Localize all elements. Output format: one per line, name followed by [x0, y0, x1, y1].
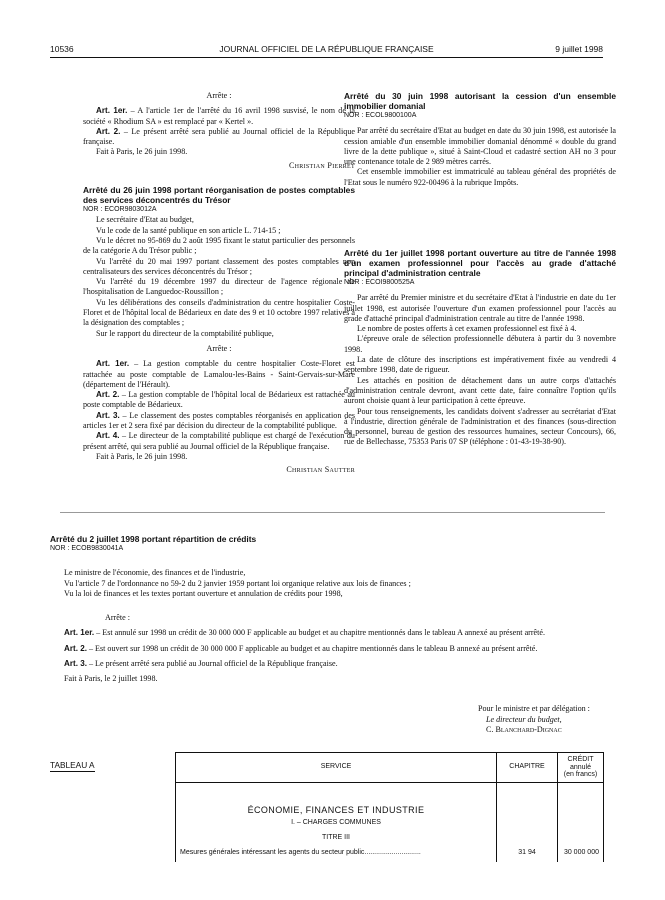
- paragraph: Vu le code de la santé publique en son article L. 714-15 ;: [96, 225, 281, 235]
- paragraph: La date de clôture des inscriptions est impérativement fixée au vendredi 4 septembre 1998, date de rigueur.: [344, 355, 616, 375]
- article: Art. 4. – Le directeur de la comptabilité publique est chargé de l'exécution du présent arrêté, qui sera publié au Journal officiel de la République française.: [83, 431, 355, 451]
- decree-title: Arrêté du 26 juin 1998 portant réorganisation de postes comptables des services déconcentrés du Trésor: [83, 185, 355, 206]
- page-number: 10536: [50, 44, 74, 54]
- section-rule: [60, 512, 605, 513]
- column-header-credit: CRÉDIT annulé (en francs): [558, 753, 604, 783]
- paragraph: Le secrétaire d'Etat au budget,: [96, 215, 194, 225]
- paragraph: Pour tous renseignements, les candidats doivent s'adresser au secrétariat d'Etat à l'industrie, direction générale de l'administration et des finances (sous-direction du personnel, bureau de gestion des ressources humaines, secteur Concours), 66, rue de Bellechasse, 75353 Paris 07 SP (téléphone : 01-43-19-38-90).: [344, 406, 616, 447]
- nor-reference: NOR : ECOI9800525A: [344, 279, 415, 286]
- fait-a-paris: Fait à Paris, le 26 juin 1998.: [96, 147, 188, 157]
- row-label: Mesures générales intéressant les agents du secteur public: [180, 848, 365, 856]
- table-label: TABLEAU A: [50, 760, 95, 772]
- issue-date: 9 juillet 1998: [555, 44, 603, 54]
- paragraph: Vu la loi de finances et les textes portant ouverture et annulation de crédits pour 1998,: [64, 588, 343, 598]
- signature-block: [478, 704, 638, 736]
- paragraph: Vu le décret no 95-869 du 2 août 1995 fixant le statut particulier des personnels de la catégorie A du Trésor public ;: [83, 235, 355, 256]
- article: Art. 2. – La gestion comptable de l'hôpital local de Bédarieux est rattachée au poste comptable de Bédarieux.: [83, 390, 355, 410]
- nor-reference: NOR : ECOL9800100A: [344, 112, 417, 119]
- ministry-name: ÉCONOMIE, FINANCES ET INDUSTRIE: [247, 805, 425, 815]
- right-column: [344, 91, 616, 188]
- table-row: [180, 848, 492, 858]
- section-name: I. – CHARGES COMMUNES: [291, 819, 381, 827]
- article: Art. 2. – Est ouvert sur 1998 un crédit de 30 000 000 F applicable au budget et au chapitre mentionnés dans le tableau B annexé au présent arrêté.: [64, 643, 538, 653]
- titre-name: TITRE III: [322, 833, 350, 841]
- credits-table: [175, 752, 604, 862]
- chapter-cell: 31 94: [497, 783, 558, 863]
- paragraph: Le ministre de l'économie, des finances et de l'industrie,: [64, 568, 246, 578]
- article: Art. 1er. – A l'article 1er de l'arrêté du 16 avril 1998 susvisé, le nom de la société « Rhodium SA » est remplacé par « Kertel ».: [83, 106, 355, 126]
- article: Art. 1er. – Est annulé sur 1998 un crédit de 30 000 000 F applicable au budget et au chapitre mentionnés dans le tableau A annexé au présent arrêté.: [64, 628, 546, 638]
- paragraph: Cet ensemble immobilier est immatriculé au tableau général des propriétés de l'Etat sous le numéro 922-00496 à la rubrique Impôts.: [344, 167, 616, 187]
- article: Art. 2. – Le présent arrêté sera publié au Journal officiel de la République française.: [83, 126, 355, 147]
- article: Art. 1er. – La gestion comptable du centre hospitalier Coste-Floret est rattachée au poste comptable de Lamalou-les-Bains - Saint-Gervais-sur-Mare (département de l'Hérault).: [83, 359, 355, 389]
- leader-dots: .............................: [364, 848, 421, 856]
- nor-reference: NOR : ECOR9803012A: [83, 206, 157, 214]
- paragraph: Vu l'arrêté du 19 décembre 1997 du directeur de l'agence régionale de l'hospitalisation de Languedoc-Roussillon ;: [83, 277, 355, 297]
- signature: Christian Sautter: [286, 465, 355, 475]
- article: Art. 3. – Le classement des postes comptables réorganisés en application des articles 1er et 2 sera fixé par décision du directeur de la comptabilité publique.: [83, 410, 355, 431]
- right-column-lower: [344, 248, 616, 448]
- arrete-label: Arrête :: [206, 343, 232, 353]
- decree-title: Arrêté du 2 juillet 1998 portant répartition de crédits: [50, 534, 257, 544]
- signature-line: Pour le ministre et par délégation :: [478, 704, 590, 713]
- paragraph: Sur le rapport du directeur de la comptabilité publique,: [96, 328, 274, 338]
- header-rule: [50, 57, 603, 58]
- paragraph: Le nombre de postes offerts à cet examen professionnel est fixé à 4.: [357, 324, 577, 334]
- page-header: [50, 44, 603, 56]
- article: Art. 3. – Le présent arrêté sera publié au Journal officiel de la République française.: [64, 659, 338, 669]
- fait-a-paris: Fait à Paris, le 26 juin 1998.: [96, 451, 188, 461]
- full-width-decree: [50, 534, 603, 685]
- column-header-service: SERVICE: [176, 753, 497, 783]
- arrete-label: Arrête :: [105, 613, 130, 623]
- service-cell: [176, 783, 497, 863]
- table-body-row: [176, 783, 604, 863]
- paragraph: Vu les délibérations des conseils d'administration du centre hospitalier Coste-Floret et de l'hôpital local de Bédarieux en date des 9 et 10 octobre 1997 relatives à la désignation des comptables ;: [83, 297, 355, 328]
- paragraph: Par arrêté du Premier ministre et du secrétaire d'Etat à l'industrie en date du 1er juillet 1998, est autorisée l'ouverture d'un examen professionnel pour l'accès au grade d'attaché principal d'administration centrale au titre de l'année 1998.: [344, 293, 616, 323]
- decree-title: Arrêté du 1er juillet 1998 portant ouverture au titre de l'année 1998 d'un examen professionnel pour l'accès au grade d'attaché principal d'administration centrale: [344, 248, 616, 278]
- signature-name: C. Blanchard-Dignac: [486, 725, 562, 735]
- signature-line: Le directeur du budget,: [486, 714, 562, 724]
- fait-a-paris: Fait à Paris, le 2 juillet 1998.: [64, 674, 158, 684]
- left-column: [83, 91, 355, 476]
- signature: Christian Pierret: [288, 160, 355, 170]
- decree-title: Arrêté du 30 juin 1998 autorisant la cession d'un ensemble immobilier domanial: [344, 91, 616, 111]
- paragraph: L'épreuve orale de sélection professionnelle débutera à partir du 3 novembre 1998.: [344, 334, 616, 354]
- paragraph: Les attachés en position de détachement dans un autre corps d'attachés d'administration centrale devront, avant cette date, faire connaître l'option qu'ils auront choisie quant à leur participation à cette épreuve.: [344, 375, 616, 406]
- nor-reference: NOR : ECOB9830041A: [50, 545, 124, 552]
- amount-cell: 30 000 000: [558, 783, 604, 863]
- paragraph: Par arrêté du secrétaire d'Etat au budget en date du 30 juin 1998, est autorisée la cession amiable d'un ensemble immobilier domanial dénommé « double du grand livre de la dette publique », situé à Saint-Cloud et cadastré section AH no 3 pour une contenance totale de 2 989 mètres carrés.: [344, 126, 617, 167]
- table-header-row: [176, 753, 604, 783]
- journal-title: JOURNAL OFFICIEL DE LA RÉPUBLIQUE FRANÇAISE: [219, 44, 434, 54]
- paragraph: Vu l'article 7 de l'ordonnance no 59-2 du 2 janvier 1959 portant loi organique relative aux lois de finances ;: [64, 578, 411, 588]
- paragraph: Vu l'arrêté du 20 mai 1997 portant classement des postes comptables non centralisateurs des services déconcentrés du Trésor ;: [83, 256, 355, 276]
- arrete-label: Arrête :: [206, 91, 232, 100]
- column-header-chapitre: CHAPITRE: [497, 753, 558, 783]
